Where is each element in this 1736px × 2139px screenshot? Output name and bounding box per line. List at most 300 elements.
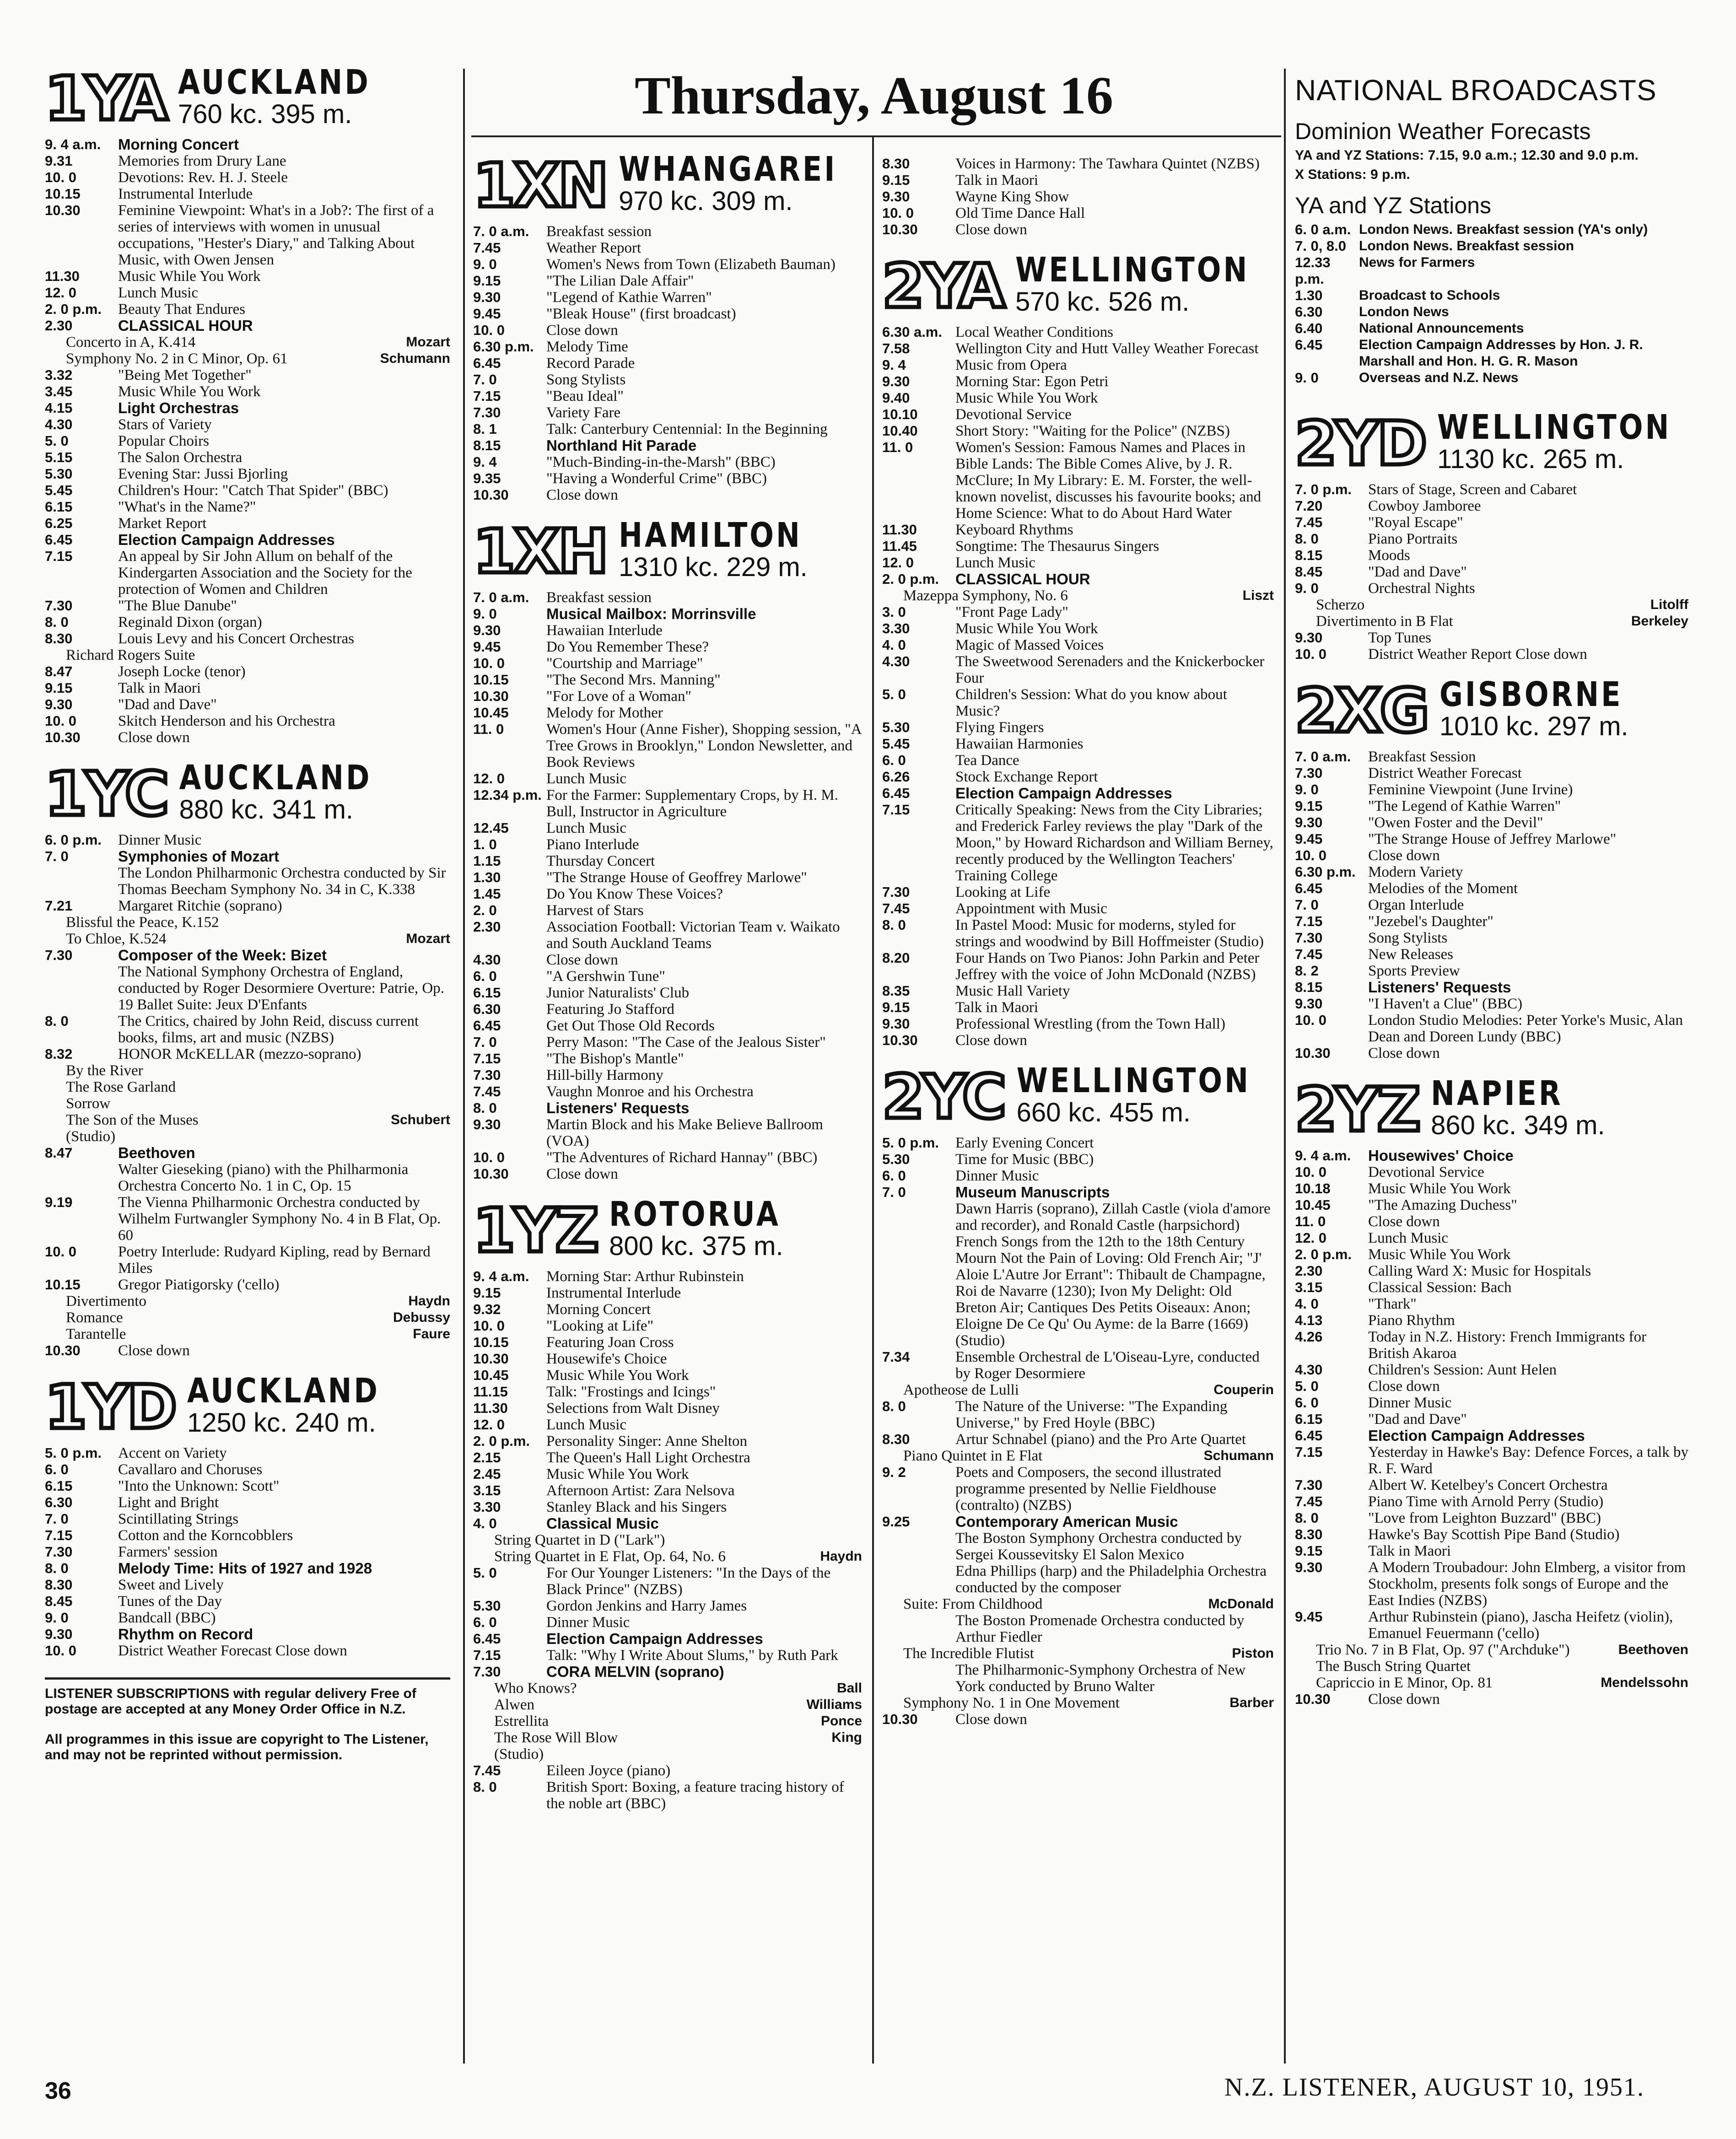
programme-row [45,449,450,466]
programme-time: 10.30 [473,487,509,503]
programme-time: 9.30 [473,622,501,638]
programme-time: 3.30 [473,1499,501,1515]
programme-row [882,1184,1274,1201]
programme-time: 7. 0 a.m. [473,589,529,605]
programme-work [45,1326,450,1342]
programme-time: 6. 0 [473,1614,497,1630]
programme-title: Cavallaro and Choruses [118,1461,263,1478]
programme-title: Association Football: Victorian Team v. Waikato and South Auckland Teams [546,919,840,952]
programme-time [45,865,118,898]
programme-time: 3. 0 [882,604,906,620]
programme-title: Election Campaign Addresses [955,785,1172,802]
programme-work [45,914,450,931]
programme-time: 8. 1 [473,421,497,437]
programme-title: Selections from Walt Disney [546,1400,720,1417]
programme-title: "For Love of a Woman" [546,688,691,705]
programme-row [45,1461,450,1478]
work-composer: King [831,1730,862,1745]
programme-title: CLASSICAL HOUR [118,317,253,334]
programme-row [473,1647,862,1664]
station-frequency: 1250 kc. 240 m. [187,1408,376,1438]
work-title: String Quartet in D ("Lark") [494,1532,665,1548]
work-title: Trio No. 7 in B Flat, Op. 97 ("Archduke") [1316,1642,1570,1658]
programme-row [473,388,862,404]
copyright-notice: All programmes in this issue are copyright to The Listener, and may not be reprinted without permission. [45,1732,429,1762]
programme-time: 4.30 [882,653,910,669]
programme-title: "A Gershwin Tune" [546,968,665,985]
programme-row [882,1151,1274,1168]
programme-work [473,1746,862,1762]
programme-row [882,1431,1274,1448]
programme-time: 4. 0 [882,637,906,653]
programme-title: "The Amazing Duchess" [1368,1197,1517,1213]
programme-time: 8. 0 [473,1779,497,1795]
work-title: Alwen [494,1697,534,1713]
programme-row [882,620,1274,637]
programme-title: Devotions: Rev. H. J. Steele [118,169,288,186]
programme-row [45,1494,450,1511]
station-logo: 2YA [882,251,1003,322]
programme-time: 7.30 [473,1664,501,1680]
programme-row [45,1610,450,1626]
programme-row [473,952,862,968]
programme-title: Ensemble Orchestral de L'Oiseau-Lyre, conducted by Roger Desormiere [955,1349,1260,1382]
programme-row [882,1032,1274,1049]
programme-title: Close down [955,1032,1027,1049]
programme-title: In Pastel Mood: Music for moderns, styled for strings and woodwind by Bill Hoffmeister (Studio) [955,917,1264,950]
programme-title: Listeners' Requests [1368,979,1511,996]
station-header [473,1194,862,1266]
station-location [1431,1073,1605,1141]
programme-time: 4.30 [1295,1362,1323,1378]
programme-row [45,136,450,153]
programme-time: 10.10 [882,406,918,422]
programme-time: 9.30 [45,696,73,712]
programme-row [1295,1263,1688,1279]
programme-time: 5.30 [473,1598,501,1614]
programme-time: 6.15 [45,1478,73,1494]
programme-title: Wellington City and Hutt Valley Weather Forecast [955,340,1259,357]
programme-time: 9. 0 [1295,781,1319,797]
work-title: Divertimento in B Flat [1316,613,1453,630]
programme-time: 7.45 [473,240,501,256]
station-block [1295,1073,1688,1708]
programme-title: District Weather Forecast Close down [118,1643,347,1659]
programme-row [473,672,862,688]
programme-title: Melody for Mother [546,705,663,721]
programme-time: 9. 2 [882,1464,906,1480]
programme-title: Today in N.Z. History: French Immigrants for British Akaroa [1368,1329,1647,1362]
programme-title: The Queen's Hall Light Orchestra [546,1449,750,1466]
programme-time: 8.47 [45,663,73,679]
programme-row [45,898,450,914]
programme-time: 10. 0 [473,1318,505,1334]
programme-title: Popular Choirs [118,433,209,449]
programme-row [473,339,862,355]
programme-row [882,719,1274,736]
programme-title: Lunch Music [118,285,199,301]
station-frequency: 970 kc. 309 m. [619,186,793,216]
programme-row [882,736,1274,752]
programme-title: Yesterday in Hawke's Bay: Defence Forces, a talk by R. F. Ward [1368,1444,1688,1477]
programme-title: Music While You Work [546,1367,689,1384]
programme-work [473,1548,862,1565]
programme-row [882,1662,1274,1695]
programme-time [45,964,118,1013]
programme-time: 6.30 p.m. [1295,864,1356,880]
programme-row [882,189,1274,205]
work-title: Concerto in A, K.414 [66,334,196,350]
station-frequency: 660 kc. 455 m. [1016,1098,1191,1128]
programme-row [45,947,450,964]
programme-title: Harvest of Stars [546,902,644,919]
programme-title: Morning Star: Egon Petri [955,373,1109,390]
weather-ya-yz: YA and YZ Stations: 7.15, 9.0 a.m.; 12.30 and 9.0 p.m. [1295,148,1639,163]
programme-time: 6. 0 [882,752,906,768]
programme-time [882,1201,955,1250]
work-title: String Quartet in E Flat, Op. 64, No. 6 [494,1548,726,1565]
programme-time: 8. 0 [45,1560,69,1576]
programme-time: 4. 0 [473,1515,497,1531]
station-frequency: 860 kc. 349 m. [1431,1110,1605,1141]
station-logo: 2YZ [1295,1075,1419,1145]
work-composer: Faure [413,1326,450,1342]
programme-title: Close down [118,729,190,746]
programme-row [1295,1180,1688,1197]
programme-time: 10.30 [45,1342,81,1358]
programme-title: Time for Music (BBC) [955,1151,1094,1168]
programme-time: 6.30 p.m. [473,339,534,355]
station-frequency: 1310 kc. 229 m. [619,552,808,582]
programme-row [882,1398,1274,1431]
programme-time: 6.45 [473,1631,501,1647]
programme-title: Hawaiian Harmonies [955,736,1084,752]
programme-row [473,1018,862,1034]
work-composer: Piston [1232,1646,1274,1661]
programme-title: Do You Remember These? [546,639,709,655]
programme-row [473,1631,862,1647]
programme-row [473,1449,862,1466]
programme-row [882,1349,1274,1382]
programme-row [473,770,862,787]
programme-time: 9.19 [45,1194,73,1210]
programme-title: Stars of Stage, Screen and Cabaret [1368,481,1577,498]
programme-title: British Sport: Boxing, a feature tracing history of the noble art (BBC) [546,1779,844,1812]
programme-time: 11.30 [473,1400,508,1416]
programme-row [882,785,1274,802]
programme-work [45,1062,450,1079]
programme-title: "The Strange House of Geoffrey Marlowe" [546,869,807,886]
programme-title: Albert W. Ketelbey's Concert Orchestra [1368,1477,1608,1493]
programme-time: 5. 0 p.m. [882,1135,939,1151]
work-composer: Beethoven [1618,1642,1688,1657]
programme-row [882,1612,1274,1645]
station-city: WHANGAREI [619,149,837,189]
programme-work [45,350,450,367]
programme-title: Sweet and Lively [118,1577,224,1593]
programme-row [882,752,1274,769]
programme-row [1295,798,1688,814]
station-location [1016,1060,1251,1128]
work-composer: Liszt [1242,588,1274,603]
programme-time: 1.30 [473,869,501,885]
programme-row [882,769,1274,785]
programme-time: 9. 4 a.m. [1295,1148,1351,1164]
programme-time: 7.30 [882,884,910,900]
programme-row [882,1016,1274,1032]
programme-time: 1.15 [473,853,501,869]
programme-time: 9.45 [473,306,501,322]
programme-row [473,1034,862,1051]
programme-row [1295,996,1688,1012]
station-header [473,515,862,587]
programme-row [1295,1543,1688,1559]
programme-time: 7. 0 p.m. [1295,481,1352,497]
programme-title: Memories from Drury Lane [118,153,286,169]
station-logo: 2YC [882,1062,1005,1132]
programme-title: Joseph Locke (tenor) [118,663,246,680]
station-frequency: 880 kc. 341 m. [179,795,354,825]
programme-title: Cowboy Jamboree [1368,498,1481,514]
programme-title: Songtime: The Thesaurus Singers [955,538,1159,555]
station-frequency: 800 kc. 375 m. [609,1231,783,1261]
programme-title: "Much-Binding-in-the-Marsh" (BBC) [546,454,776,470]
programme-time: 12. 0 [882,555,914,571]
programme-title: Get Out Those Old Records [546,1018,715,1034]
programme-title: Stock Exchange Report [955,769,1098,785]
programme-title: For Our Younger Listeners: "In the Days of the Black Prince" (NZBS) [546,1565,831,1598]
programme-row [45,383,450,400]
programme-title: "Dad and Dave" [1368,564,1467,580]
programme-title: "The Second Mrs. Manning" [546,672,721,688]
programme-row [1295,1477,1688,1493]
station-location [179,757,372,825]
programme-title: The Critics, chaired by John Reid, discuss current books, films, art and music (NZBS) [118,1013,419,1046]
programme-time: 7.15 [45,1527,73,1543]
station-logo: 1YD [45,1372,175,1443]
programme-title: Morning Star: Arthur Rubinstein [546,1268,744,1285]
programme-title: "What's in the Name?" [118,499,256,515]
programme-row [45,1478,450,1494]
programme-title: "Front Page Lady" [955,604,1068,620]
programme-title: Instrumental Interlude [546,1285,681,1301]
programme-row [882,604,1274,620]
station-block [1295,407,1688,663]
programme-row [473,1351,862,1367]
programme-time: 9.45 [1295,831,1323,847]
programme-row [1295,1493,1688,1510]
work-composer: Ponce [820,1713,862,1729]
programme-row [1295,814,1688,831]
programme-time: 10.30 [473,688,509,704]
programme-time: 8. 0 [1295,1510,1319,1526]
programme-title: Close down [955,1711,1027,1728]
programme-work [882,1448,1274,1464]
programme-time: 9. 4 a.m. [473,1268,529,1284]
station-header [45,1370,450,1443]
station-city: AUCKLAND [178,62,371,102]
programme-time: 9.15 [1295,798,1323,814]
programme-work [1295,613,1688,630]
programme-row [882,423,1274,439]
programme-title: Talk: Canterbury Centennial: In the Beginning [546,421,828,437]
programme-title: Eileen Joyce (piano) [546,1762,671,1779]
programme-time: 6.30 [45,1494,73,1510]
programme-time: 7. 0 [45,848,69,864]
programme-title: Gordon Jenkins and Harry James [546,1598,747,1614]
station-frequency: 760 kc. 395 m. [178,99,352,129]
station-city: GISBORNE [1439,674,1623,714]
programme-title: Mourn Not the Pain of Loving: Old French Air; "J' Aloie L'Autre Jor Errant": Thibault de Champagne, Roi de Navarre (1230); Ivon My Delight: Old Breton Air; Cantiques Des Petits Oiseaux: Anon; Eloigne De Ce Qu' Ou Ayme: de la Barre (1669) (Studio) [955,1250,1266,1349]
work-title: Richard Rogers Suite [66,647,195,663]
work-title: Capriccio in E Minor, Op. 81 [1316,1675,1493,1691]
programme-time: 8. 0 [882,1398,906,1414]
programme-title: "The Adventures of Richard Hannay" (BBC) [546,1149,818,1166]
programme-title: HONOR McKELLAR (mezzo-soprano) [118,1046,361,1062]
programme-time: 9.15 [882,172,910,188]
programme-row [45,630,450,647]
programme-work [473,1730,862,1746]
programme-row [45,680,450,696]
programme-title: Talk: "Frostings and Icings" [546,1384,716,1400]
station-location [619,149,837,216]
programme-title: "Love from Leighton Buzzard" (BBC) [1368,1510,1601,1526]
station-logo: 1XH [473,517,607,587]
programme-time: 4.13 [1295,1312,1323,1328]
programme-time: 9. 4 [473,454,497,470]
station-location [178,62,371,129]
programme-title: "Dad and Dave" [118,696,217,713]
work-title: Divertimento [66,1293,146,1309]
programme-time: 10.15 [473,672,509,688]
programme-row [1295,1197,1688,1213]
programme-title: Women's News from Town (Elizabeth Bauman) [546,256,836,273]
programme-title: Close down [546,487,618,503]
programme-time: 6.15 [473,985,501,1001]
programme-row [1295,646,1688,663]
programme-row [473,1166,862,1182]
programme-row [473,1318,862,1334]
programme-time: 10. 0 [45,1244,76,1260]
programme-title: "The Bishop's Mantle" [546,1051,684,1067]
programme-title: Children's Hour: "Catch That Spider" (BBC) [118,482,388,499]
programme-row [45,964,450,1013]
programme-title: Close down [546,952,618,968]
programme-title: Breakfast Session [1368,749,1476,765]
programme-time: 4.26 [1295,1329,1323,1345]
programme-time: 9.15 [1295,1543,1323,1559]
programme-title: Cotton and the Korncobblers [118,1527,293,1544]
programme-time: 6.45 [473,355,501,371]
programme-time: 3.15 [473,1482,501,1498]
programme-title: Talk in Maori [955,172,1038,189]
station-block [473,149,862,503]
programme-title: "Jezebel's Daughter" [1368,913,1493,930]
programme-title: Modern Variety [1368,864,1463,880]
programme-row [1295,547,1688,564]
station-header [473,149,862,221]
national-time: 7. 0, 8.0 [1295,238,1347,254]
work-composer: Schumann [380,351,450,366]
programme-title: Close down [1368,1378,1440,1395]
programme-time: 7. 0 a.m. [473,223,529,239]
programme-time: 9.31 [45,153,73,169]
programme-title: "I Haven't a Clue" (BBC) [1368,996,1523,1012]
national-time: 6. 0 a.m. [1295,221,1351,237]
programme-title: The Philharmonic-Symphony Orchestra of New York conducted by Bruno Walter [955,1662,1246,1695]
programme-time: 7.15 [882,802,910,818]
programme-time: 8.32 [45,1046,73,1062]
programme-title: Gregor Piatigorsky ('cello) [118,1277,280,1293]
programme-title: Close down [546,1166,618,1182]
programme-time [882,1662,955,1695]
programme-time: 9.30 [1295,1559,1323,1575]
programme-title: Composer of the Week: Bizet [118,947,327,964]
national-title-text: London News [1359,304,1449,319]
programme-time: 2.15 [473,1449,501,1466]
programme-title: Close down [1368,1691,1440,1708]
programme-row [882,1201,1274,1250]
programme-row [882,1563,1274,1596]
programme-title: "Dad and Dave" [1368,1411,1467,1428]
programme-title: Classical Music [546,1515,659,1532]
work-title: (Studio) [66,1128,116,1145]
programme-row [45,1560,450,1577]
programme-time: 8.35 [882,983,910,999]
programme-row [473,688,862,705]
work-title: Symphony No. 1 in One Movement [903,1695,1120,1711]
programme-row [45,285,450,301]
station-block [45,757,450,1359]
programme-title: Variety Fare [546,404,621,421]
subscription-notice: LISTENER SUBSCRIPTIONS with regular delivery Free of postage are accepted at any Money Order Office in N.Z. [45,1677,450,1717]
programme-row [473,322,862,339]
programme-time: 7.21 [45,898,73,914]
work-title: The Son of the Muses [66,1112,199,1128]
programme-title: Piano Interlude [546,836,639,853]
programme-title: Walter Gieseking (piano) with the Philharmonia Orchestra Concerto No. 1 in C, Op. 15 [118,1161,409,1194]
programme-row [45,1013,450,1046]
programme-title: Dinner Music [118,832,202,848]
programme-row [45,1511,450,1527]
programme-time: 8.30 [45,630,73,647]
work-composer: Barber [1229,1695,1274,1710]
programme-work [882,1382,1274,1398]
programme-time: 9.32 [473,1301,501,1317]
programme-row [473,1433,862,1449]
programme-time: 3.32 [45,367,73,383]
programme-row [882,1168,1274,1184]
programme-title: "Beau Ideal" [546,388,624,404]
programme-row [473,1301,862,1318]
programme-row [473,421,862,437]
programme-time: 11. 0 [1295,1213,1326,1229]
programme-row [473,705,862,721]
programme-time: 4.15 [45,400,73,416]
programme-title: Lunch Music [546,1417,627,1433]
programme-time [882,1530,955,1563]
programme-title: Early Evening Concert [955,1135,1094,1151]
programme-time: 6. 0 [473,968,497,984]
programme-title: "The Blue Danube" [118,598,237,614]
programme-row [473,639,862,655]
programme-row [473,1614,862,1631]
programme-row [45,1277,450,1293]
programme-row [473,1285,862,1301]
programme-time: 3.30 [882,620,910,636]
work-title: Blissful the Peace, K.152 [66,914,219,931]
programme-row [1295,1045,1688,1061]
